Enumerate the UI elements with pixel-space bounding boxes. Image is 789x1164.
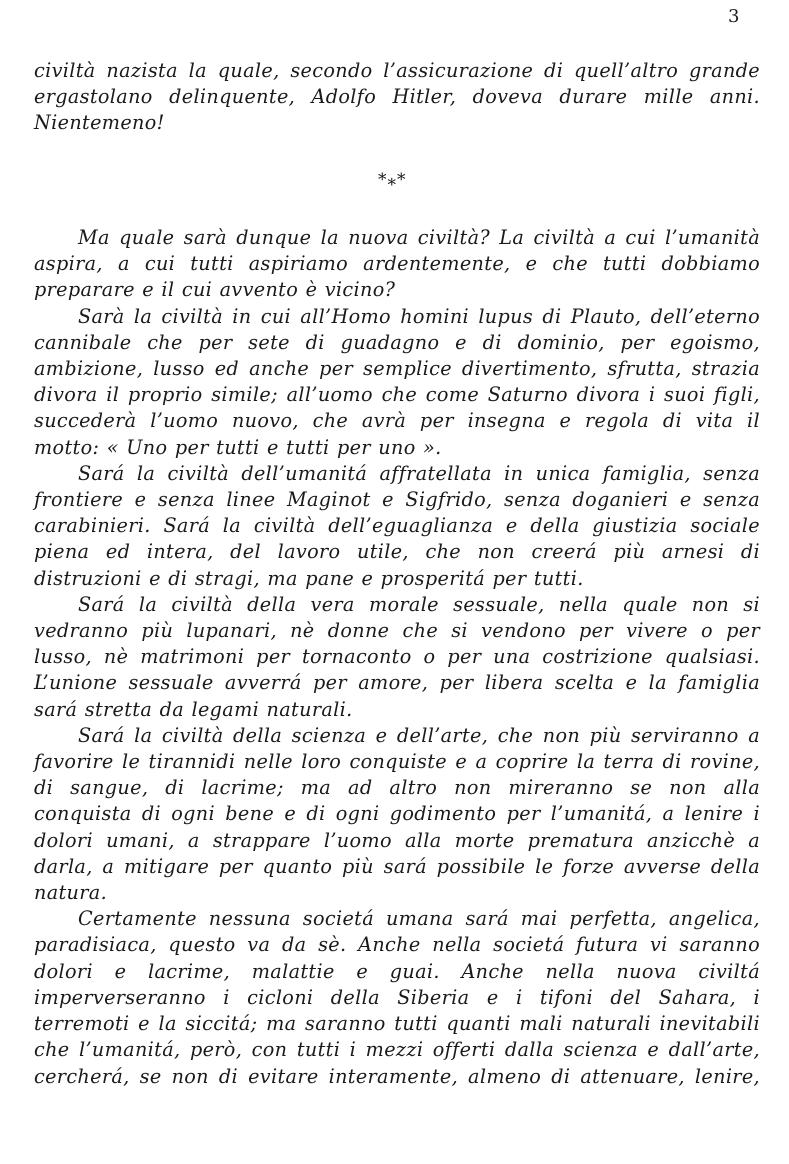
intro-text: civiltà nazista la quale, secondo l’assicurazione di quell’altro grande ergastolano delinquente, Adolfo Hitler, doveva durare mille anni. Nientemeno! bbox=[34, 59, 760, 135]
paragraph-5: Sará la civiltà della scienza e dell’arte, che non più serviranno a favorire le tirannidi nelle loro conquiste e a coprire la terra di rovine, di sangue, di lacrime; ma ad altro non mireranno se non alla conquista di ogni bene e di ogni godimento per l’umanitá, a lenire i dolori umani, a strappare l’uomo alla morte prematura anzicchè a darla, a mitigare per quanto più sará possibile le forze avverse della natura. bbox=[34, 723, 760, 905]
intro-paragraph bbox=[34, 58, 760, 137]
paragraph-6: Certamente nessuna societá umana sará mai perfetta, angelica, paradisiaca, questo va da sè. Anche nella societá futura vi saranno dolori e lacrime, malattie e guai. Anche nella nuova civiltá imperverseranno i cicloni della Siberia e i tifoni del Sahara, i terremoti e la siccitá; ma saranno tutti quanti mali naturali inevitabili che l’umanitá, però, con tutti i mezzi offerti dalla scienza e dall’arte, cercherá, se non di evitare interamente, almeno di attenuare, lenire, bbox=[34, 907, 760, 1088]
page-number: 3 bbox=[728, 6, 740, 27]
section-separator: *⁎* bbox=[378, 170, 407, 190]
paragraph-2: Sarà la civiltà in cui all’Homo homini lupus di Plauto, dell’eterno cannibale che per sete di guadagno e di dominio, per egoismo, ambizione, lusso ed anche per semplice divertimento, sfrutta, strazia divora il proprio simile; all’uomo che come Saturno divora i suoi figli, succederà l’uomo nuovo, che avrà per insegna e regola di vita il motto: « Uno per tutti e tutti per uno ». bbox=[34, 304, 760, 459]
paragraph-3: Sará la civiltà dell’umanitá affratellata in unica famiglia, senza frontiere e senza linee Maginot e Sigfrido, senza doganieri e senza carabinieri. Sará la civiltà dell’eguaglianza e della giustizia sociale piena ed intera, del lavoro utile, che non creerá più arnesi di distruzioni e di stragi, ma pane e prosperitá per tutti. bbox=[34, 461, 760, 590]
body-text bbox=[34, 225, 760, 1090]
paragraph-4: Sará la civiltà della vera morale sessuale, nella quale non si vedranno più lupanari, nè donne che si vendono per vivere o per lusso, nè matrimoni per tornaconto o per una costrizione qualsiasi. L’unione sessuale avverrá per amore, per libera scelta e la famiglia sará stretta da legami naturali. bbox=[34, 592, 760, 721]
paragraph-1: Ma quale sarà dunque la nuova civiltà? La civiltà a cui l’umanità aspira, a cui tutti aspiriamo ardentemente, e che tutti dobbiamo preparare e il cui avvento è vicino? bbox=[34, 226, 760, 302]
